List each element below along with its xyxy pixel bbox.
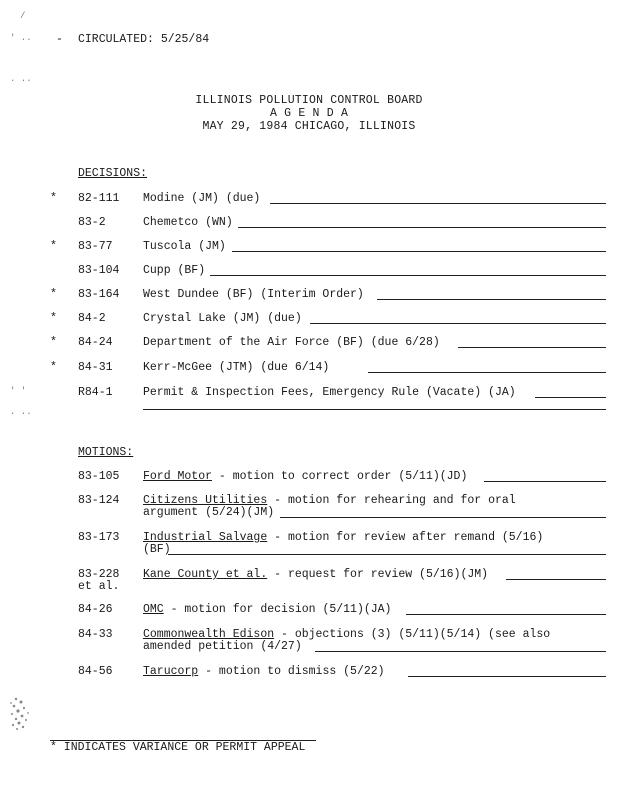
docket-number-continued: et al. <box>78 580 120 593</box>
party-name: Citizens Utilities <box>143 494 268 507</box>
fill-line <box>377 299 606 300</box>
fill-line <box>368 372 606 373</box>
docket-number: 83-124 <box>78 494 120 507</box>
docket-number: 82-111 <box>78 192 120 205</box>
motion-text-continued: amended petition (4/27) <box>143 640 302 653</box>
decision-text: Cupp (BF) <box>143 264 206 277</box>
docket-number: 84-33 <box>78 628 113 641</box>
docket-number: 83-164 <box>78 288 120 301</box>
docket-number: 84-2 <box>78 312 106 325</box>
fill-line <box>310 323 606 324</box>
motion-text-continued: argument (5/24)(JM) <box>143 506 275 519</box>
circulated-date: CIRCULATED: 5/25/84 <box>78 33 210 46</box>
decision-text: Kerr-McGee (JTM) (due 6/14) <box>143 361 330 374</box>
docket-number: R84-1 <box>78 386 113 399</box>
motion-description: - motion for rehearing and for oral <box>267 494 516 507</box>
party-name: Tarucorp <box>143 665 199 678</box>
party-name: Commonwealth Edison <box>143 628 275 641</box>
motion-description: - request for review (5/16)(JM) <box>267 568 489 581</box>
circulated-marker: - <box>56 33 63 46</box>
motion-description: - objections (3) (5/11)(5/14) (see also <box>274 628 551 641</box>
footnote: * INDICATES VARIANCE OR PERMIT APPEAL <box>50 741 306 754</box>
docket-number: 83-173 <box>78 531 120 544</box>
fill-line <box>280 517 606 518</box>
fill-line <box>232 251 606 252</box>
motion-description: - motion for review after remand (5/16) <box>267 531 544 544</box>
fill-line <box>408 676 606 677</box>
docket-number: 83-2 <box>78 216 106 229</box>
motion-text-continued: (BF) <box>143 543 171 556</box>
docket-number: 84-31 <box>78 361 113 374</box>
party-name: Kane County et al. <box>143 568 268 581</box>
fill-line <box>506 579 606 580</box>
fill-line <box>270 203 606 204</box>
fill-line <box>535 397 606 398</box>
fill-line <box>458 347 606 348</box>
decision-text: Tuscola (JM) <box>143 240 226 253</box>
party-name: OMC <box>143 603 164 616</box>
scan-speck: ' ' <box>10 386 27 396</box>
motion-description: - motion for decision (5/11)(JA) <box>163 603 392 616</box>
fill-line <box>143 409 606 410</box>
motion-text <box>143 569 488 581</box>
decisions-heading: DECISIONS: <box>78 167 148 180</box>
docket-number: 83-77 <box>78 240 113 253</box>
fill-line <box>238 227 606 228</box>
motion-text <box>143 471 467 483</box>
appeal-star: * <box>50 288 57 301</box>
docket-number: 83-104 <box>78 264 120 277</box>
meeting-date-location: MAY 29, 1984 CHICAGO, ILLINOIS <box>202 120 416 133</box>
party-name: Ford Motor <box>143 470 213 483</box>
decision-text: Chemetco (WN) <box>143 216 233 229</box>
appeal-star: * <box>50 312 57 325</box>
scan-speck: . .. <box>10 74 32 84</box>
docket-number: 84-56 <box>78 665 113 678</box>
appeal-star: * <box>50 192 57 205</box>
scan-speck: / <box>20 11 26 21</box>
scan-speck: ' .. <box>10 33 32 43</box>
appeal-star: * <box>50 240 57 253</box>
motion-text <box>143 532 543 544</box>
scan-speck: . .. <box>10 407 32 417</box>
docket-number: 84-26 <box>78 603 113 616</box>
motion-description: - motion to dismiss (5/22) <box>198 665 385 678</box>
board-title: ILLINOIS POLLUTION CONTROL BOARD <box>195 94 423 107</box>
motion-text <box>143 495 516 507</box>
motions-heading: MOTIONS: <box>78 446 134 459</box>
fill-line <box>210 275 606 276</box>
scan-smudge <box>8 693 36 733</box>
decision-text: Modine (JM) (due) <box>143 192 261 205</box>
decision-text: Department of the Air Force (BF) (due 6/28) <box>143 336 440 349</box>
motion-text <box>143 666 385 678</box>
decision-text: Permit & Inspection Fees, Emergency Rule (Vacate) (JA) <box>143 386 516 399</box>
decision-text: Crystal Lake (JM) (due) <box>143 312 302 325</box>
docket-number: 83-228 <box>78 568 120 581</box>
fill-line <box>168 554 606 555</box>
appeal-star: * <box>50 361 57 374</box>
motion-description: - motion to correct order (5/11)(JD) <box>212 470 468 483</box>
motion-text <box>143 604 391 616</box>
fill-line <box>484 481 606 482</box>
decision-text: West Dundee (BF) (Interim Order) <box>143 288 364 301</box>
agenda-title: A G E N D A <box>269 107 349 120</box>
motion-text <box>143 629 550 641</box>
docket-number: 84-24 <box>78 336 113 349</box>
party-name: Industrial Salvage <box>143 531 268 544</box>
fill-line <box>315 651 606 652</box>
fill-line <box>406 614 606 615</box>
appeal-star: * <box>50 336 57 349</box>
docket-number: 83-105 <box>78 470 120 483</box>
